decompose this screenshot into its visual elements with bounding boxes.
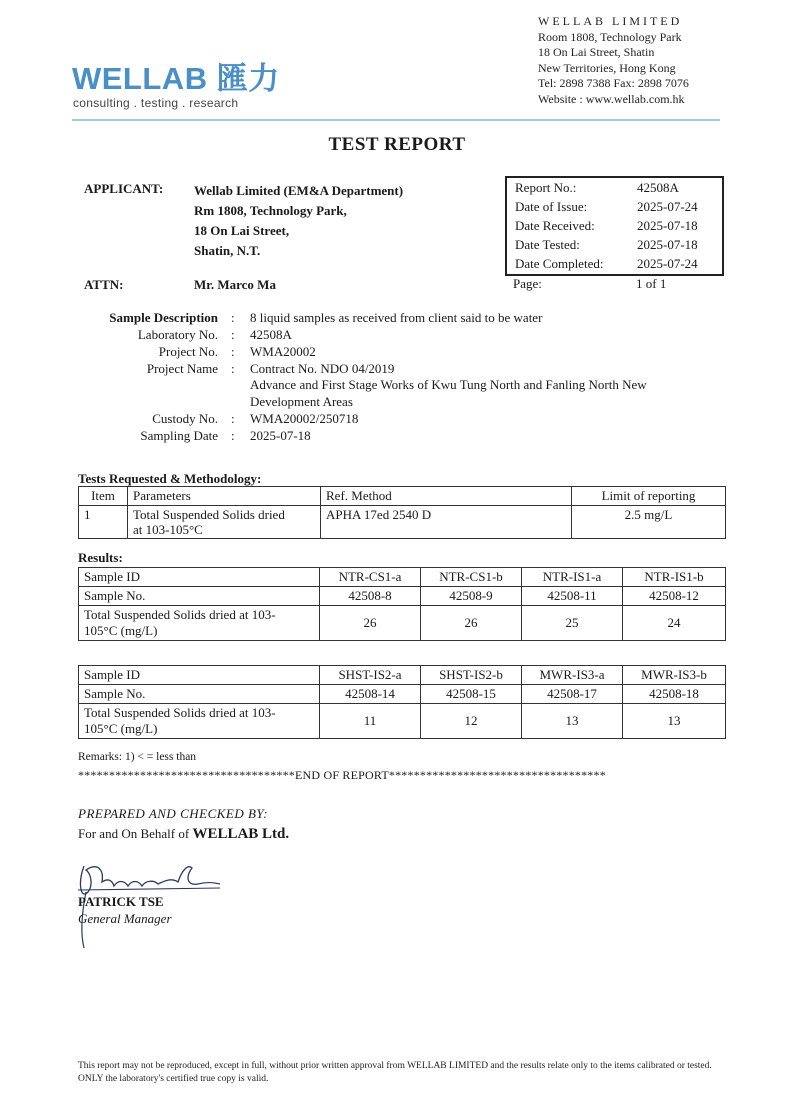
sample-no-row [79,587,726,606]
sampling-date-label: Sampling Date [140,428,218,443]
page-value: 1 of 1 [636,276,667,291]
sample-no-cell: 42508-18 [623,685,726,704]
tests-heading: Tests Requested & Methodology: [78,471,262,486]
sample-id-cell: SHST-IS2-b [421,666,522,685]
applicant-line: Rm 1808, Technology Park, [194,203,347,218]
tel-fax: Tel: 2898 7388 Fax: 2898 7076 [538,76,689,90]
column-header: Parameters [128,487,321,506]
tss-row [79,704,726,739]
website: Website : www.wellab.com.hk [538,91,685,106]
sample-no-row [79,685,726,704]
result-value-cell: 13 [522,704,623,739]
parameter-line: at 103-105°C [133,522,203,537]
report-value: 2025-07-24 [637,199,698,214]
remarks: Remarks: 1) < = less than [78,751,197,763]
sample-no-cell: 42508-9 [421,587,522,606]
result-value-cell: 26 [421,606,522,641]
parameter-line: Total Suspended Solids dried [133,507,285,522]
address-line: Room 1808, Technology Park [538,29,682,44]
page-label: Page: [513,276,542,291]
sampling-date-row [0,428,794,448]
laboratory-no-label: Laboratory No. [137,327,218,342]
colon: : [231,361,235,376]
signer-name: PATRICK TSE [78,894,164,909]
page-number-row [513,276,667,292]
sample-no-cell: 42508-8 [320,587,421,606]
table-header-row [79,487,726,506]
attn-label: ATTN: [84,277,124,292]
result-value-cell: 24 [623,606,726,641]
column-header: Limit of reporting [572,487,726,506]
company-name: WELLAB LIMITED [538,14,683,28]
report-value: 2025-07-24 [637,256,698,271]
sample-description-value: 8 liquid samples as received from client said to be water [250,310,543,325]
sample-id-cell: NTR-CS1-a [320,568,421,587]
parameter-cell [128,506,321,539]
sample-no-cell: 42508-12 [623,587,726,606]
address-line: 18 On Lai Street, Shatin [538,45,655,59]
sample-id-cell: SHST-IS2-a [320,666,421,685]
colon: : [231,327,235,342]
column-header: Ref. Method [321,487,572,506]
signer-title: General Manager [78,911,172,926]
row-label: Sample No. [79,685,320,704]
report-key: Date Completed: [515,256,604,271]
applicant-line: Wellab Limited (EM&A Department) [194,183,404,198]
report-key: Date Tested: [515,237,580,252]
logo-tagline: consulting . testing . research [73,96,239,110]
project-no-value: WMA20002 [250,344,316,359]
sample-no-cell: 42508-14 [320,685,421,704]
report-value: 2025-07-18 [637,218,698,233]
report-value: 42508A [637,180,679,195]
results-table-2 [78,665,726,739]
method-cell: APHA 17ed 2540 D [321,506,572,539]
sample-id-cell: NTR-IS1-a [522,568,623,587]
row-label: Sample ID [79,568,320,587]
colon: : [231,411,235,426]
footer-disclaimer: This report may not be reproduced, except in full, without prior written approval from WELLAB LIMITED and the results relate only to the items calibrated or tested. ONLY the laboratory's certified true copy is valid. [78,1061,712,1084]
custody-no-value: WMA20002/250718 [250,411,359,426]
sample-no-cell: 42508-11 [522,587,623,606]
attn-value: Mr. Marco Ma [194,277,276,292]
report-info-box [505,176,724,276]
column-header: Item [79,487,128,506]
sample-id-row [79,666,726,685]
sample-no-cell: 42508-15 [421,685,522,704]
sample-id-cell: NTR-CS1-b [421,568,522,587]
header-divider [72,119,720,121]
report-key: Date of Issue: [515,199,588,214]
colon: : [231,310,235,325]
project-name-line: Advance and First Stage Works of Kwu Tung North and Fanling North New [250,377,647,392]
applicant-label: APPLICANT: [84,181,164,196]
row-label [79,704,320,739]
end-of-report-line: ***********************************END OF REPORT*********************************** [78,768,606,782]
applicant-line: 18 On Lai Street, [194,223,290,238]
tss-label-line: Total Suspended Solids dried at 103- [84,705,276,720]
sample-id-cell: NTR-IS1-b [623,568,726,587]
row-label: Sample ID [79,666,320,685]
custody-no-label: Custody No. [152,411,218,426]
results-heading: Results: [78,550,123,565]
methodology-table [78,486,726,539]
report-title: TEST REPORT [328,134,466,155]
result-value-cell: 25 [522,606,623,641]
wellab-logo: WELLAB 匯力 [72,61,280,96]
on-behalf-prefix: For and On Behalf of [78,826,193,841]
tss-label-line: 105°C (mg/L) [84,721,158,736]
tss-label-line: Total Suspended Solids dried at 103- [84,607,276,622]
sampling-date-value: 2025-07-18 [250,428,311,443]
sample-id-cell: MWR-IS3-b [623,666,726,685]
on-behalf-line [78,826,289,843]
result-value-cell: 11 [320,704,421,739]
colon: : [231,344,235,359]
tss-label-line: 105°C (mg/L) [84,623,158,638]
tss-row [79,606,726,641]
colon: : [231,428,235,443]
applicant-address [194,181,403,261]
row-label [79,606,320,641]
sample-id-row [79,568,726,587]
item-cell: 1 [79,506,128,539]
report-key: Date Received: [515,218,595,233]
project-name-label: Project Name [146,361,218,376]
project-no-label: Project No. [158,344,218,359]
prepared-by-label: PREPARED AND CHECKED BY: [78,806,269,821]
company-address-block [538,14,689,107]
limit-cell: 2.5 mg/L [572,506,726,539]
table-row [79,506,726,539]
project-name-line: Development Areas [250,394,353,409]
sample-description-label: Sample Description [109,310,218,325]
sample-id-cell: MWR-IS3-a [522,666,623,685]
result-value-cell: 13 [623,704,726,739]
address-line: New Territories, Hong Kong [538,60,676,75]
result-value-cell: 26 [320,606,421,641]
report-key: Report No.: [515,180,577,195]
on-behalf-company: WELLAB Ltd. [192,826,290,842]
applicant-line: Shatin, N.T. [194,243,261,258]
row-label: Sample No. [79,587,320,606]
sample-no-cell: 42508-17 [522,685,623,704]
report-value: 2025-07-18 [637,237,698,252]
project-name-line: Contract No. NDO 04/2019 [250,361,395,376]
result-value-cell: 12 [421,704,522,739]
results-table-1 [78,567,726,641]
laboratory-no-value: 42508A [250,327,292,342]
